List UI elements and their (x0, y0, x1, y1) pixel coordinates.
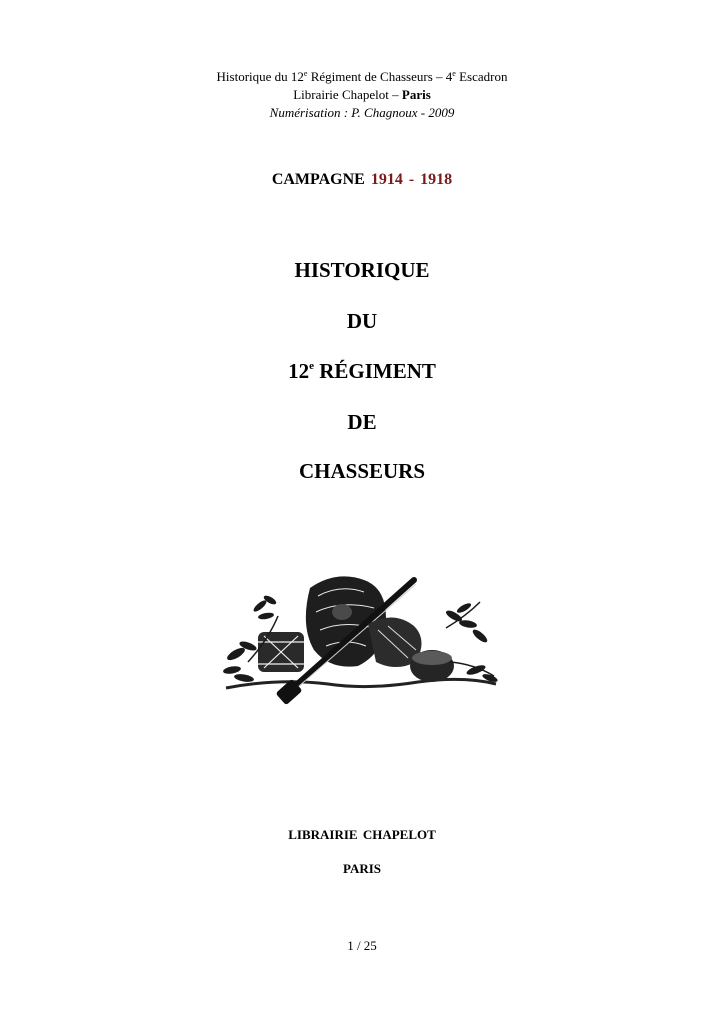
campaign-separator: - (408, 171, 415, 188)
regiment-word: RÉGIMENT (313, 359, 436, 383)
title-line-3 (0, 359, 724, 384)
superscript: e (303, 69, 308, 78)
military-trophy-engraving (218, 566, 502, 712)
header-city: Paris (401, 87, 431, 102)
header-title-line (0, 68, 724, 86)
title-line-2: DU (346, 309, 378, 333)
publisher-city: PARIS (342, 861, 382, 876)
header-text: Historique du 12 (216, 69, 304, 84)
title-line-5: CHASSEURS (298, 459, 426, 483)
superscript: e (452, 69, 456, 78)
publisher-name: LIBRAIRIE CHAPELOT (288, 827, 436, 842)
campaign-year-start: 1914 (370, 171, 403, 188)
document-header (0, 68, 724, 122)
campaign-label: CAMPAGNE (271, 171, 365, 188)
header-digitization-line: Numérisation : P. Chagnoux - 2009 (269, 105, 455, 120)
header-text: Librairie Chapelot – (293, 87, 402, 102)
header-publisher-line (0, 86, 724, 104)
page-number: 1 / 25 (347, 938, 377, 953)
superscript: e (309, 360, 314, 372)
campaign-heading (0, 171, 724, 189)
campaign-year-end: 1918 (420, 171, 453, 188)
title-line-4: DE (347, 410, 377, 434)
title-line-1: HISTORIQUE (294, 258, 430, 282)
header-text: Escadron (455, 69, 508, 84)
header-text: Régiment de Chasseurs – 4 (307, 69, 453, 84)
regiment-number: 12 (288, 359, 310, 383)
